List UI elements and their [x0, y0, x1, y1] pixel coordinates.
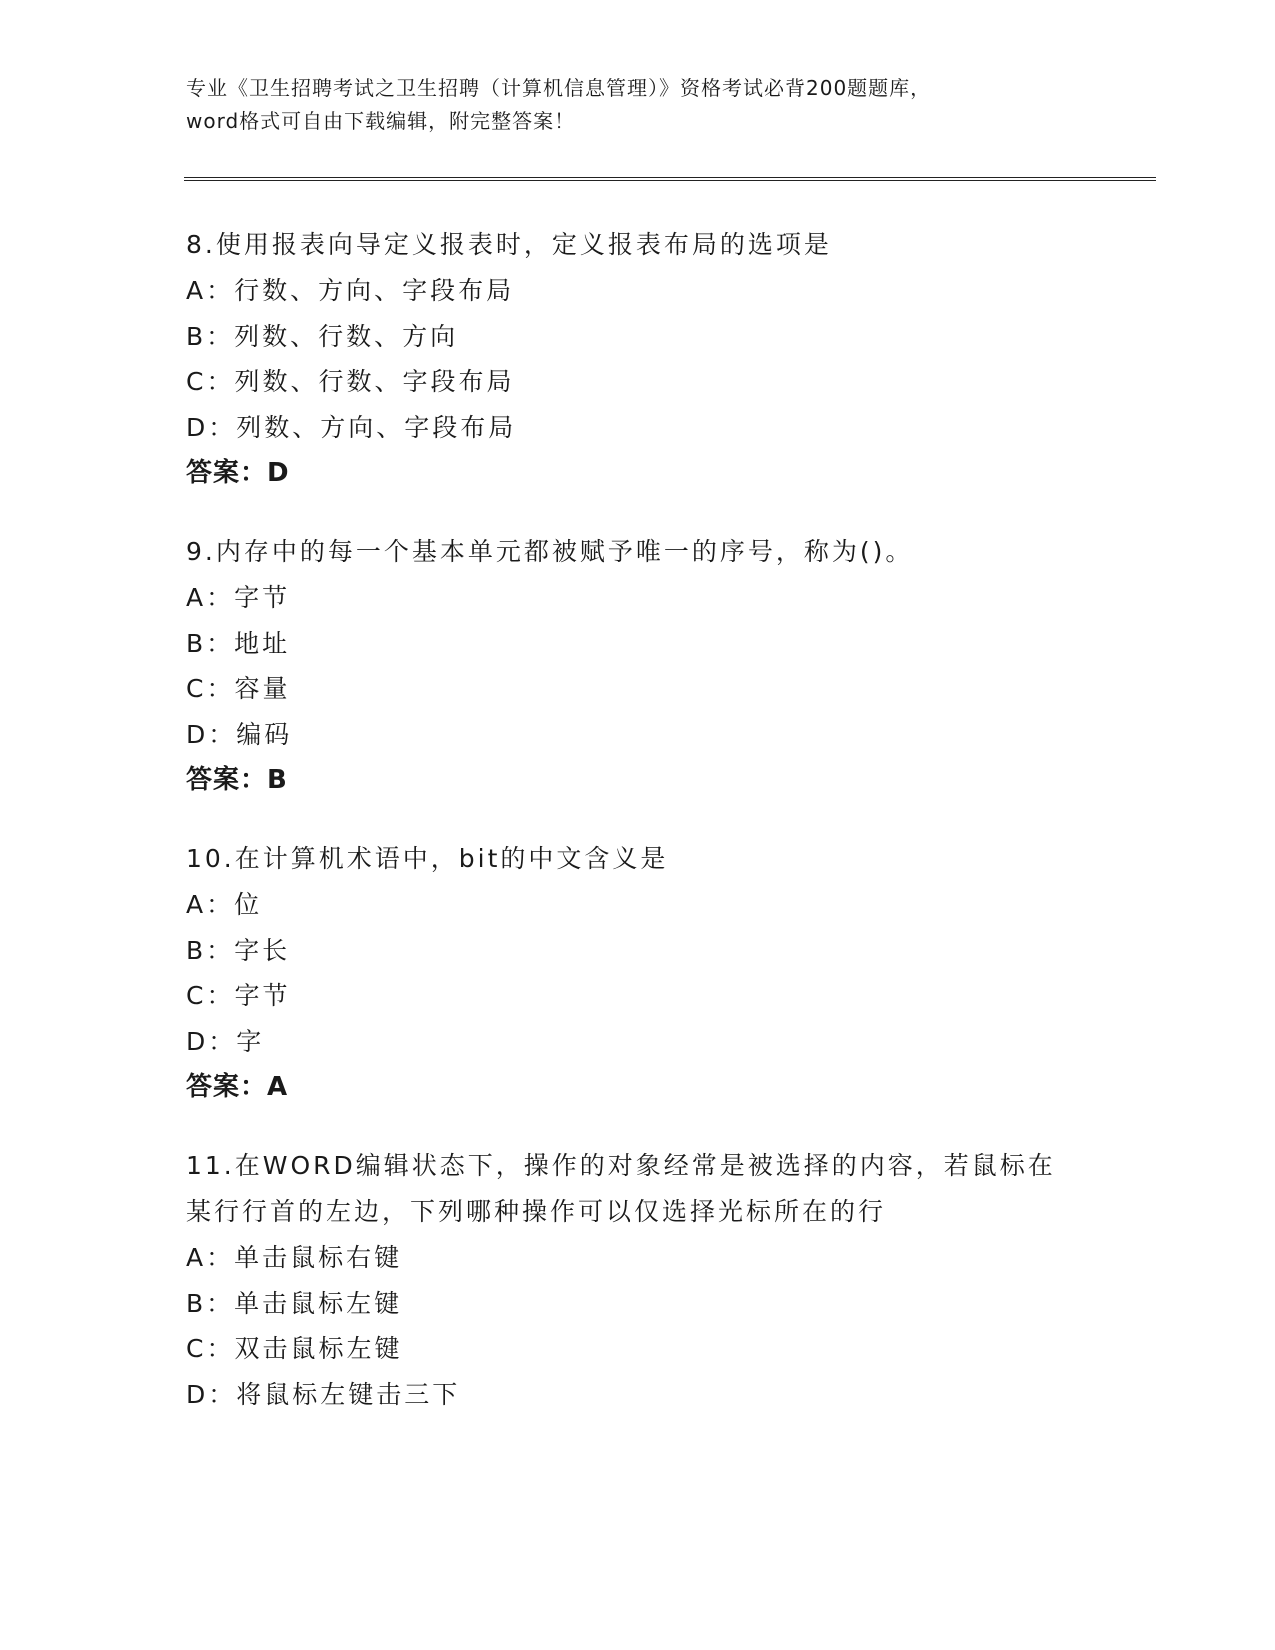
option-d: D：列数、方向、字段布局 [186, 412, 517, 442]
option-b: B：字长 [186, 935, 291, 965]
header-divider [184, 177, 1156, 181]
option-c: C：容量 [186, 674, 291, 703]
option-d: D：将鼠标左键击三下 [186, 1379, 461, 1409]
option-b: B：列数、行数、方向 [186, 321, 459, 351]
option-c: C：双击鼠标左键 [186, 1334, 403, 1363]
answer-label: 答案：A [186, 1072, 289, 1102]
question-10 [186, 836, 1086, 1110]
option-c: C：列数、行数、字段布局 [186, 367, 515, 396]
question-11 [186, 1143, 1086, 1417]
option-a: A：位 [186, 890, 263, 919]
option-b: B：单击鼠标左键 [186, 1288, 403, 1318]
question-9 [186, 529, 1086, 803]
question-text-line1: 11.在WORD编辑状态下，操作的对象经常是被选择的内容，若鼠标在 [186, 1151, 1056, 1180]
question-text-line2: 某行行首的左边，下列哪种操作可以仅选择光标所在的行 [186, 1197, 887, 1226]
option-a: A：行数、方向、字段布局 [186, 276, 515, 305]
option-a: A：字节 [186, 583, 291, 612]
option-a: A：单击鼠标右键 [186, 1243, 403, 1272]
answer-label: 答案：D [186, 458, 290, 488]
question-text: 9.内存中的每一个基本单元都被赋予唯一的序号，称为()。 [186, 537, 914, 566]
answer-label: 答案：B [186, 765, 288, 795]
question-text: 10.在计算机术语中，bit的中文含义是 [186, 844, 669, 873]
header-title-line2: word格式可自由下载编辑，附完整答案！ [186, 109, 576, 133]
question-text: 8.使用报表向导定义报表时，定义报表布局的选项是 [186, 230, 832, 259]
question-8 [186, 222, 1086, 496]
header-title-line1: 专业《卫生招聘考试之卫生招聘（计算机信息管理）》资格考试必背200题题库， [186, 76, 932, 100]
option-d: D：编码 [186, 719, 293, 749]
document-header [186, 72, 1086, 138]
option-c: C：字节 [186, 981, 291, 1010]
option-b: B：地址 [186, 628, 291, 658]
option-d: D：字 [186, 1026, 265, 1056]
